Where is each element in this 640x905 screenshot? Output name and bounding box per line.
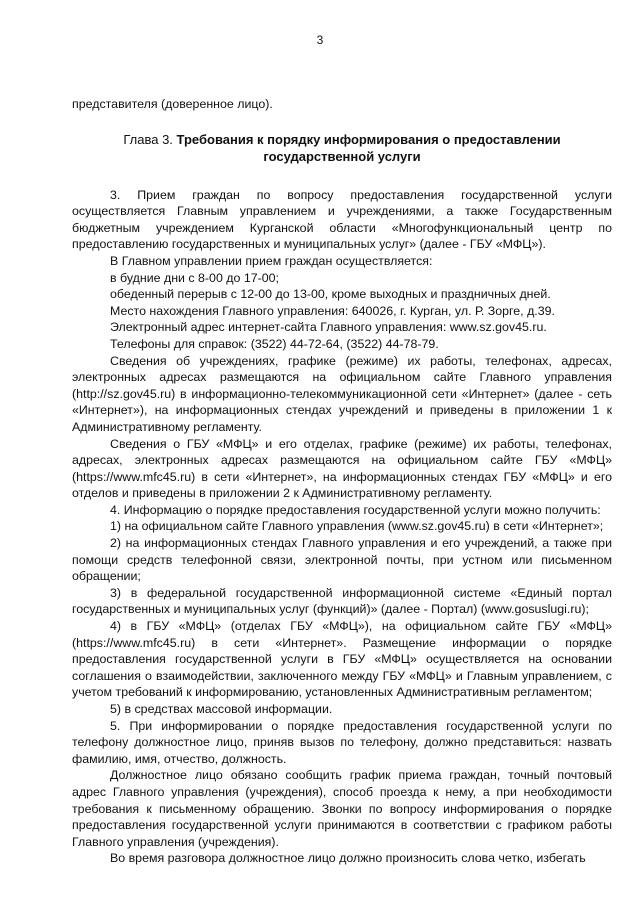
- chapter-prefix: Глава 3.: [123, 131, 173, 147]
- paragraph-conversation: Во время разговора должностное лицо должно произносить слова четко, избегать: [110, 851, 586, 866]
- paragraph-official-duties: Должностное лицо обязано сообщить график приема граждан, точный почтовый адрес Главного управления (учреждения), способ проезда к нему, а при необходимости требования к письменному обращению. Звонки по вопросу информирования о порядке предоставления государственной услуги принимаются в соответствии с графиком работы Главного управления (учреждения).: [72, 768, 612, 849]
- paragraph-reception-intro: В Главном управлении прием граждан осуществляется:: [110, 253, 433, 268]
- page-number: 3: [316, 33, 324, 47]
- paragraph-phones: Телефоны для справок: (3522) 44-72-64, (3522) 44-78-79.: [110, 336, 439, 351]
- paragraph-website: Электронный адрес интернет-сайта Главного управления: www.sz.gov45.ru.: [110, 320, 547, 335]
- paragraph-working-hours: в будние дни с 8-00 до 17-00;: [110, 270, 279, 285]
- chapter-heading: [72, 131, 612, 165]
- list-item-2: 2) на информационных стендах Главного управления и его учреждений, а также при помощи средств телефонной связи, электронной почты, при устном или письменном обращении;: [72, 536, 612, 584]
- list-item-4: 4) в ГБУ «МФЦ» (отделах ГБУ «МФЦ»), на официальном сайте ГБУ «МФЦ» (https://www.mfc45.ru) в сети «Интернет». Размещение информации о порядке предоставления государственной услуги в ГБУ «МФЦ» осуществляется на основании соглашения о взаимодействии, заключенного между ГБУ «МФЦ» и Главным управлением, с учетом требований к информированию, установленных Административным регламентом;: [72, 619, 612, 700]
- chapter-title: Требования к порядку информирования о предоставлении государственной услуги: [176, 131, 561, 164]
- paragraph-item-3: 3. Прием граждан по вопросу предоставления государственной услуги осуществляется Главным управлением и учреждениями, а также Государственным бюджетным учреждением Курганской области «Многофункциональный центр по предоставлению государственных и муниципальных услуг» (далее - ГБУ «МФЦ»).: [72, 187, 612, 252]
- intro-carry-line: представителя (доверенное лицо).: [72, 97, 273, 111]
- paragraph-location: Место нахождения Главного управления: 640026, г. Курган, ул. Р. Зорге, д.39.: [110, 303, 555, 318]
- list-item-3: 3) в федеральной государственной информационной системе «Единый портал государственных и муниципальных услуг (функций)» (далее - Портал) (www.gosuslugi.ru);: [72, 585, 612, 617]
- list-item-5: 5) в средствах массовой информации.: [110, 702, 333, 716]
- paragraph-lunch-break: обеденный перерыв с 12-00 до 13-00, кроме выходных и праздничных дней.: [110, 287, 551, 302]
- paragraph-mfc-info: Сведения о ГБУ «МФЦ» и его отделах, графике (режиме) их работы, телефонах, адресах, электронных адресах размещаются на официальном сайте ГБУ «МФЦ» (https://www.mfc45.ru) в сети «Интернет», на информационных стендах ГБУ «МФЦ» и его отделов и приведены в приложении 2 к Административному регламенту.: [72, 436, 612, 501]
- paragraph-institutions-info: Сведения об учреждениях, графике (режиме) их работы, телефонах, адресах, электронных адресах размещаются на официальном сайте Главного управления (http://sz.gov45.ru) в информационно-телекоммуникационной сети «Интернет» (далее - сеть «Интернет»), на информационных стендах учреждений и приведены в приложении 1 к Административному регламенту.: [72, 353, 612, 434]
- list-item-1: 1) на официальном сайте Главного управления (www.sz.gov45.ru) в сети «Интернет»;: [110, 519, 604, 534]
- paragraph-item-5: 5. При информировании о порядке предоставления государственной услуги по телефону должностное лицо, приняв вызов по телефону, должно представиться: назвать фамилию, имя, отчество, должность.: [72, 718, 612, 766]
- document-body: [72, 96, 612, 867]
- paragraph-item-4: 4. Информацию о порядке предоставления государственной услуги можно получить:: [110, 502, 601, 517]
